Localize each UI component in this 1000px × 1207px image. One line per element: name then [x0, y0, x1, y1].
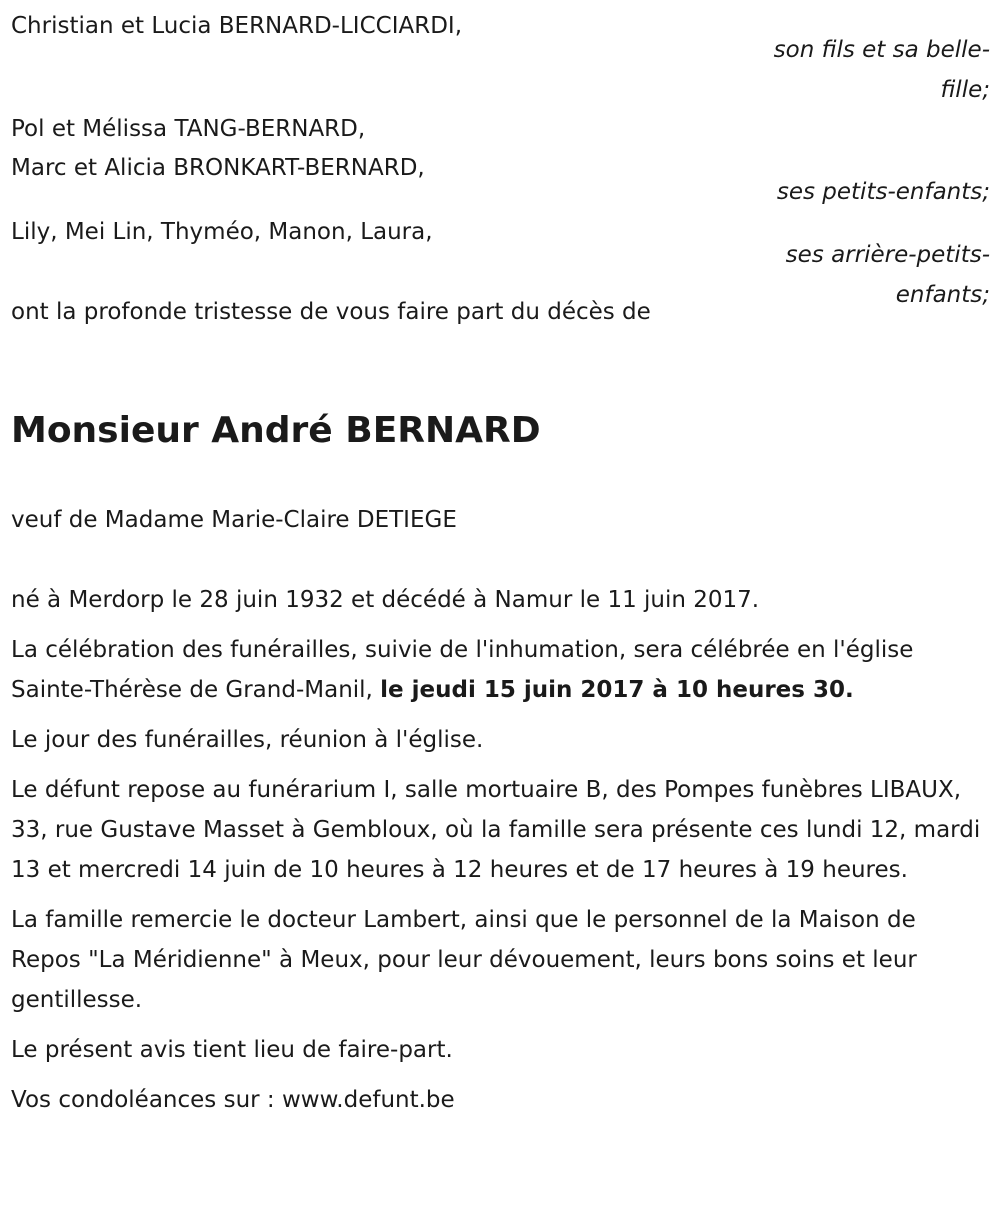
details-block — [11, 580, 986, 1130]
notice-text: Le présent avis tient lieu de faire-part. — [11, 1037, 453, 1063]
repose-text: Le défunt repose au funérarium I, salle mortuaire B, des Pompes funèbres LIBAUX, 33, rue Gustave Masset à Gembloux, où la famille sera présente ces lundi 12, mardi 13 et mercredi 14 juin de 10 heures à 12 heures et de 17 heures à 19 heures. — [11, 777, 981, 883]
great-grandchildren-relation: ses arrière-petits-enfants; — [785, 242, 990, 308]
great-grandchildren: Lily, Mei Lin, Thyméo, Manon, Laura, — [11, 219, 433, 245]
son-relation: son fils et sa belle-fille; — [773, 37, 990, 103]
son-couple: Christian et Lucia BERNARD-LICCIARDI, — [11, 13, 463, 39]
reunion-text: Le jour des funérailles, réunion à l'église. — [11, 727, 484, 753]
condolences-text: Vos condoléances sur : www.defunt.be — [11, 1087, 455, 1113]
ceremony-date: le jeudi 15 juin 2017 à 10 heures 30. — [380, 677, 854, 703]
grandchildren-line-1: Pol et Mélissa TANG-BERNARD, — [11, 116, 366, 142]
widower-of: veuf de Madame Marie-Claire DETIEGE — [11, 507, 457, 533]
deceased-name: Monsieur André BERNARD — [11, 410, 541, 451]
ceremony-paragraph — [11, 630, 986, 710]
announcement-text: ont la profonde tristesse de vous faire part du décès de — [11, 299, 651, 325]
ceremony-text: La célébration des funérailles, suivie de l'inhumation, sera célébrée en l'église Sainte-Thérèse de Grand-Manil, — [11, 637, 914, 703]
thanks-text: La famille remercie le docteur Lambert, ainsi que le personnel de la Maison de Repos "La Méridienne" à Meux, pour leur dévouement, leurs bons soins et leur gentillesse. — [11, 907, 917, 1013]
birth-death: né à Merdorp le 28 juin 1932 et décédé à Namur le 11 juin 2017. — [11, 587, 760, 613]
grandchildren-relation: ses petits-enfants; — [776, 179, 990, 205]
grandchildren-line-2: Marc et Alicia BRONKART-BERNARD, — [11, 155, 425, 181]
